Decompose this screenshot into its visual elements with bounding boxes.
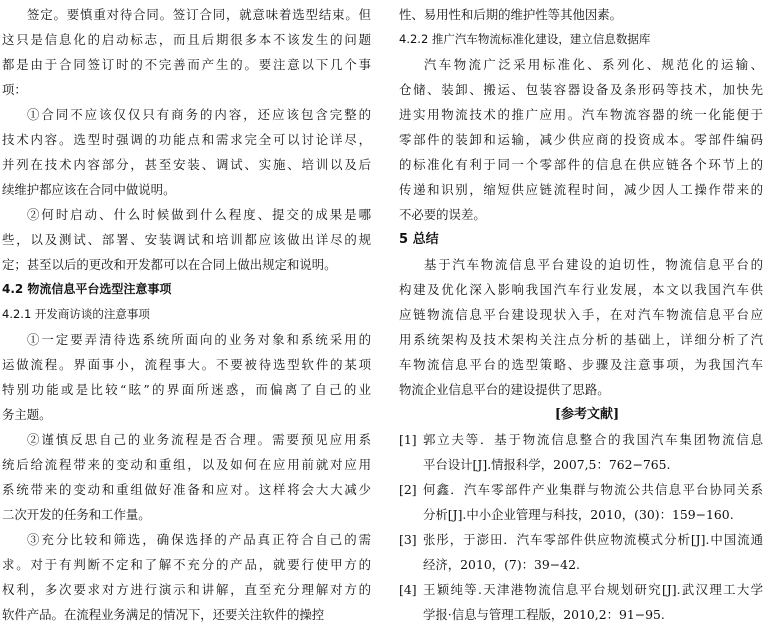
text-line: 分析[J].中小企业管理与科技，2010，(30)：159−160. — [423, 507, 734, 522]
text-line: 这只是信息化的启动标志，而且后期很多本不该发生的问题 — [2, 32, 371, 47]
reference-number: [3] — [399, 532, 417, 547]
text-line: 王颖纯等.天津港物流信息平台规划研究[J].武汉理工大学 — [423, 582, 763, 597]
paragraph — [2, 327, 371, 427]
section-heading: 5 总结 — [399, 232, 439, 247]
paragraph — [2, 427, 371, 527]
paragraph — [399, 252, 763, 402]
text-line: 并列在技术内容部分，甚至安装、调试、实施、培训以及后 — [2, 157, 371, 172]
paragraph — [2, 527, 371, 627]
text-line: 权利，多次要求对方进行演示和讲解，直至充分理解对方的 — [2, 582, 371, 597]
text-line: 些，以及测试、部署、安装调试和培训都应该做出详尽的规 — [2, 232, 371, 247]
subsection-heading: 4.2 物流信息平台选型注意事项 — [2, 282, 172, 296]
text-line: 统后给流程带来的变动和重组，以及如何在应用前就对应用 — [2, 457, 371, 472]
text-line: 求。对于有判断不定和了解不充分的产品，就要行使甲方的 — [2, 557, 371, 572]
reference-text — [423, 527, 763, 577]
references-title: [参考文献] — [554, 407, 620, 422]
reference-item — [399, 527, 763, 577]
reference-item — [399, 427, 763, 477]
reference-text — [423, 427, 763, 477]
text-line: ③充分比较和筛选，确保选择的产品真正符合自己的需 — [27, 532, 371, 547]
text-line: 车物流信息平台的选型策略、步骤及注意事项，为我国汽车 — [399, 357, 763, 372]
reference-number: [1] — [399, 432, 417, 447]
reference-number: [2] — [399, 482, 417, 497]
text-line: ②何时启动、什么时候做到什么程度、提交的成果是哪 — [27, 207, 371, 222]
text-line: 张彤，于澎田．汽车零部件供应物流模式分析[J].中国流通 — [423, 532, 763, 547]
text-line: 运做流程。界面事小，流程事大。不要被待选型软件的某项 — [2, 357, 371, 372]
text-line: 软件产品。在流程业务满足的情况下，还要关注软件的操控 — [2, 607, 325, 622]
text-line: 传递和识别，缩短供应链流程时间，减少因人工操作带来的 — [399, 182, 763, 197]
text-line: 进实用物流技术的推广应用。汽车物流容器的统一化能便于 — [399, 107, 763, 122]
paragraph — [2, 2, 371, 102]
text-line: 零部件的装卸和运输，减少供应商的投资成本。零部件编码 — [399, 132, 763, 147]
text-line: 用系统架构及技术架构关注点分析的基础上，详细分析了汽 — [399, 332, 763, 347]
subsubsection-heading: 4.2.1 开发商访谈的注意事项 — [2, 307, 150, 321]
text-line: 的标准化有利于同一个零部件的信息在供应链各个环节上的 — [399, 157, 763, 172]
subsubsection-heading: 4.2.2 推广汽车物流标准化建设，建立信息数据库 — [399, 32, 651, 46]
reference-text — [423, 577, 763, 627]
text-line: 学报·信息与管理工程版，2010,2：91−95. — [423, 607, 665, 622]
text-line: 仓储、装卸、搬运、包装容器设备及条形码等技术，加快先 — [399, 82, 763, 97]
text-line: 项： — [2, 82, 27, 97]
paragraph — [399, 52, 763, 227]
text-line: 系统带来的变动和重组做好准备和应对。这样将会大大减少 — [2, 482, 371, 497]
text-line: ①合同不应该仅仅只有商务的内容，还应该包含完整的 — [27, 107, 371, 122]
text-line: 经济，2010，(7)：39−42. — [423, 557, 580, 572]
text-line: 技术内容。选型时强调的功能点和需求完全可以讨论详尽， — [2, 132, 371, 147]
text-line: 签定。要慎重对待合同。签订合同，就意味着选型结束。但 — [27, 7, 371, 22]
text-line: 基于汽车物流信息平台建设的迫切性，物流信息平台的 — [424, 257, 763, 272]
text-line: 不必要的误差。 — [399, 207, 486, 222]
text-line: 务主题。 — [2, 407, 52, 422]
text-line: 物流企业信息平台的建设提供了思路。 — [399, 382, 610, 397]
text-line: ②谨慎反思自己的业务流程是否合理。需要预见应用系 — [27, 432, 371, 447]
text-line: 郭立夫等．基于物流信息整合的我国汽车集团物流信息 — [423, 432, 763, 447]
text-line: 定；甚至以后的更改和开发都可以在合同上做出规定和说明。 — [2, 257, 337, 272]
paragraph — [2, 202, 371, 277]
right-column — [399, 2, 763, 627]
paragraph — [399, 2, 763, 27]
left-column — [2, 2, 371, 627]
text-line: 平台设计[J].情报科学，2007,5：762−765. — [423, 457, 671, 472]
text-line: ①一定要弄清待选系统所面向的业务对象和系统采用的 — [27, 332, 371, 347]
text-line: 续维护都应该在合同中做说明。 — [2, 182, 176, 197]
text-line: 二次开发的任务和工作量。 — [2, 507, 151, 522]
text-line: 性、易用性和后期的维护性等其他因素。 — [399, 7, 623, 22]
text-line: 汽车物流广泛采用标准化、系列化、规范化的运输、 — [424, 57, 763, 72]
text-line: 应链物流信息平台建设现状入手，在对汽车物流信息平台应 — [399, 307, 763, 322]
references-section — [399, 402, 763, 627]
text-line: 构建及优化深入影响我国汽车行业发展，本文以我国汽车供 — [399, 282, 763, 297]
reference-text — [423, 477, 763, 527]
reference-item — [399, 477, 763, 527]
reference-item — [399, 577, 763, 627]
text-line: 都是由于合同签订时的不完善而产生的。要注意以下几个事 — [2, 57, 371, 72]
text-line: 特别功能或是比较“眩”的界面所迷惑，而偏离了自己的业 — [2, 382, 371, 397]
paragraph — [2, 102, 371, 202]
text-line: 何鑫．汽车零部件产业集群与物流公共信息平台协同关系 — [423, 482, 763, 497]
reference-number: [4] — [399, 582, 417, 597]
